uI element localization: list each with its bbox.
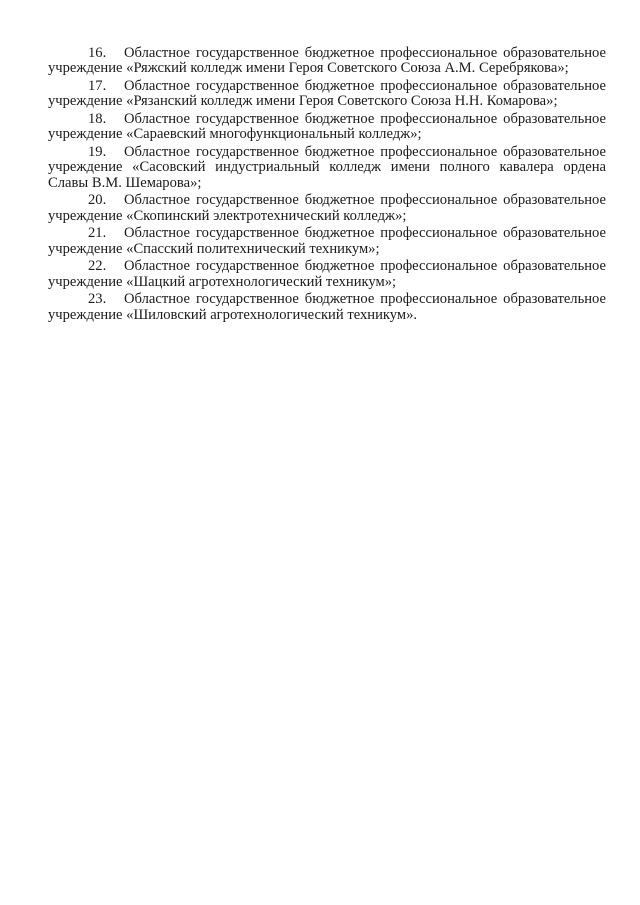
item-number: 23. [88, 291, 107, 308]
item-number: 22. [88, 258, 107, 275]
item-text: Областное государственное бюджетное профессиональное образовательное учреждение «Ряжский колледж имени Героя Советского Союза А.М. Серебрякова»; [48, 45, 606, 77]
item-text: Областное государственное бюджетное профессиональное образовательное учреждение «Шацкий агротехнологический техникум»; [48, 258, 606, 290]
list-item [48, 145, 606, 191]
item-number: 16. [88, 45, 107, 61]
item-number: 19. [88, 144, 107, 160]
item-text: Областное государственное бюджетное профессиональное образовательное учреждение «Шиловский агротехнологический техникум». [48, 291, 606, 323]
list-item [48, 226, 606, 257]
list-item [48, 79, 606, 110]
list-item [48, 112, 606, 143]
list-item [48, 193, 606, 224]
item-text: Областное государственное бюджетное профессиональное образовательное учреждение «Рязанский колледж имени Героя Советского Союза Н.Н. Комарова»; [48, 78, 606, 110]
item-number: 18. [88, 111, 107, 127]
item-text: Областное государственное бюджетное профессиональное образовательное учреждение «Сасовский индустриальный колледж имени полного кавалера ордена Славы В.М. Шемарова»; [48, 144, 606, 191]
item-number: 21. [88, 225, 107, 242]
list-item [48, 259, 606, 290]
item-text: Областное государственное бюджетное профессиональное образовательное учреждение «Сараевский многофункциональный колледж»; [48, 111, 606, 143]
item-text: Областное государственное бюджетное профессиональное образовательное учреждение «Скопинский электротехнический колледж»; [48, 192, 606, 224]
list-item [48, 46, 606, 77]
item-text: Областное государственное бюджетное профессиональное образовательное учреждение «Спасский политехнический техникум»; [48, 225, 606, 257]
institution-list [48, 46, 606, 325]
list-item [48, 292, 606, 323]
item-number: 17. [88, 78, 107, 94]
item-number: 20. [88, 192, 107, 209]
